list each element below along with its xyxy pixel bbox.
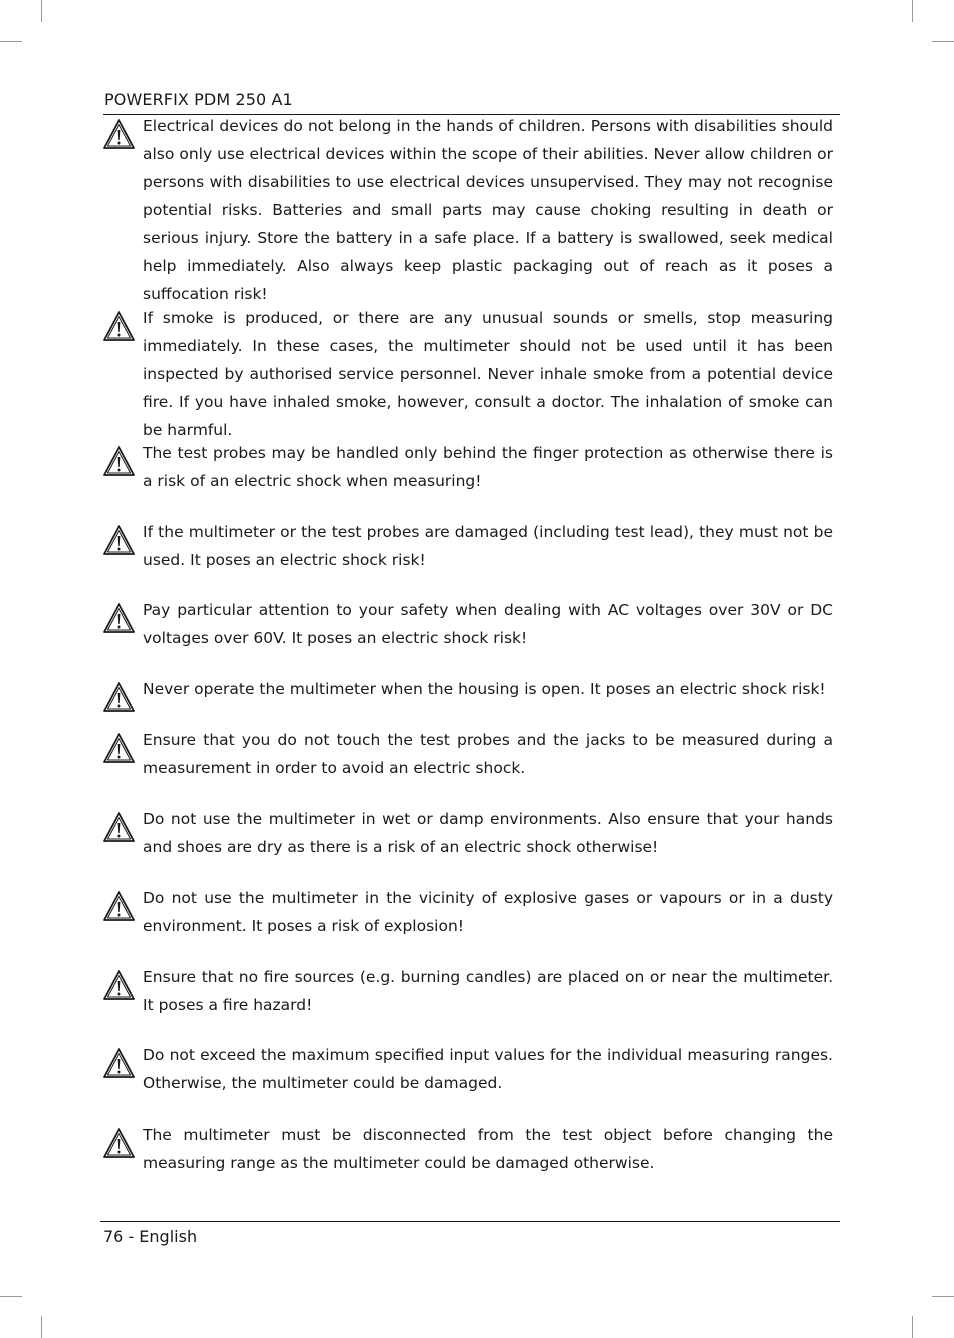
crop-mark	[932, 1296, 954, 1297]
warning-triangle-icon	[102, 1047, 136, 1079]
crop-mark	[0, 41, 22, 42]
crop-mark	[0, 1296, 22, 1297]
warning-text: Never operate the multimeter when the housing is open. It poses an electric shock risk!	[143, 680, 826, 698]
page-header	[103, 88, 840, 115]
warning-text: Pay particular attention to your safety when dealing with AC voltages over 30V or DC voltages over 60V. It poses an electric shock risk!	[143, 601, 833, 647]
warning-text: Do not use the multimeter in wet or damp environments. Also ensure that your hands and shoes are dry as there is a risk of an electric shock otherwise!	[143, 810, 833, 856]
crop-mark	[932, 41, 954, 42]
warning-triangle-icon	[102, 602, 136, 634]
warning-triangle-icon	[102, 524, 136, 556]
page-footer	[100, 1221, 840, 1246]
warning-triangle-icon	[102, 1127, 136, 1159]
crop-mark	[41, 0, 42, 22]
warning-text: If smoke is produced, or there are any unusual sounds or smells, stop measuring immediately. In these cases, the multimeter should not be used until it has been inspected by authorised service personnel. Never inhale smoke from a potential device fire. If you have inhaled smoke, however, consult a doctor. The inhalation of smoke can be harmful.	[143, 309, 833, 439]
crop-mark	[912, 1316, 913, 1338]
header-title: POWERFIX PDM 250 A1	[104, 90, 293, 109]
warning-text: Ensure that no fire sources (e.g. burning candles) are placed on or near the multimeter. It poses a fire hazard!	[143, 968, 833, 1014]
warning-triangle-icon	[102, 811, 136, 843]
warning-text: If the multimeter or the test probes are damaged (including test lead), they must not be used. It poses an electric shock risk!	[143, 523, 833, 569]
warning-text: Ensure that you do not touch the test probes and the jacks to be measured during a measurement in order to avoid an electric shock.	[143, 731, 833, 777]
crop-mark	[912, 0, 913, 22]
warning-text: The test probes may be handled only behind the finger protection as otherwise there is a risk of an electric shock when measuring!	[143, 444, 833, 490]
warning-text: Electrical devices do not belong in the hands of children. Persons with disabilities should also only use electrical devices within the scope of their abilities. Never allow children or persons with disabilities to use electrical devices unsupervised. They may not recognise potential risks. Batteries and small parts may cause choking resulting in death or serious injury. Store the battery in a safe place. If a battery is swallowed, seek medical help immediately. Also always keep plastic packaging out of reach as it poses a suffocation risk!	[143, 117, 833, 303]
warning-text: The multimeter must be disconnected from the test object before changing the measuring range as the multimeter could be damaged otherwise.	[143, 1126, 833, 1172]
page-number: 76 - English	[103, 1227, 198, 1246]
warning-triangle-icon	[102, 310, 136, 342]
warning-triangle-icon	[102, 681, 136, 713]
warning-triangle-icon	[102, 732, 136, 764]
warning-triangle-icon	[102, 969, 136, 1001]
crop-mark	[41, 1316, 42, 1338]
warning-triangle-icon	[102, 118, 136, 150]
warning-triangle-icon	[102, 445, 136, 477]
warning-triangle-icon	[102, 890, 136, 922]
warning-text: Do not use the multimeter in the vicinity of explosive gases or vapours or in a dusty environment. It poses a risk of explosion!	[143, 889, 833, 935]
warning-text: Do not exceed the maximum specified input values for the individual measuring ranges. Otherwise, the multimeter could be damaged.	[143, 1046, 833, 1092]
